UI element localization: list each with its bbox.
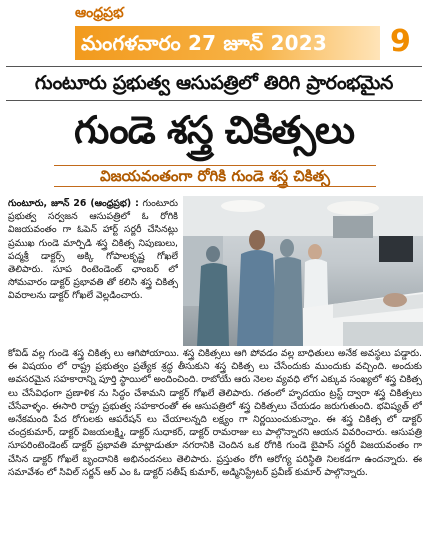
article-dateline: గుంటూరు, జూన్ 26 (ఆంధ్రప్రభ) : bbox=[8, 198, 139, 209]
article-lead-column bbox=[8, 197, 178, 345]
issue-date: మంగళవారం 27 జూన్ 2023 bbox=[81, 31, 328, 55]
article-kicker: గుంటూరు ప్రభుత్వ ఆసుపత్రిలో తిరిగి ప్రారంభమైన bbox=[34, 72, 394, 94]
date-banner bbox=[75, 26, 380, 60]
publication-name: ఆంధ్రప్రభ bbox=[75, 5, 124, 21]
masthead bbox=[0, 0, 428, 62]
article-headline: గుండె శస్త్ర చికిత్సలు bbox=[74, 108, 354, 152]
article-body: కోవిడ్ వల్ల గుండె శస్త్ర చికిత్స లు ఆగిపోయాయి. శస్త్ర చికిత్సలు ఆగి పోవడం వల్ల బాధితులు అనేక అవస్థలు పడ్డారు. ఈ విషయం లో రాష్ట్ర ప్రభుత్వం ప్రత్యేక శ్రద్ధ తీసుకుని శస్త్ర చికిత్స లు చేసేందుకు ముందుకు వచ్చింది. అందుకు అవసరమైన సహకారాన్ని పూర్తి స్థాయిలో అందించింది. రాబోయే ఆరు నెలల వ్యవధి లోగ ఎక్కువ సంఖ్యలో శస్త్ర చికిత్స లు చేసేవిధంగా ప్రణాళిక ను సిద్ధం చేశామని డాక్టర్ గోఖలే తెలిపారు. గతంలో హృదయం ట్రస్ట్ ద్వారా శస్త్ర చికిత్సలు చేసేవాళ్ళం. ఈసారి రాష్ట్ర ప్రభుత్వ సహకారంతో ఈ ఆసుపత్రిలో శస్త్ర చికిత్సలు చేయడం జరుగుతుంది. భవిష్యత్ లో అనేకమంది పేద రోగులకు ఆపరేషన్ లు చేయాలన్నది లక్ష్యం గా నిర్ణయించుకున్నాం. ఈ శస్త్ర చికిత్స లో డాక్టర్ చంద్రకుమార్, డాక్టర్ విజయలక్ష్మి, డాక్టర్ సుధాకర్, డాక్టర్ రామరాజు లు పాల్గొన్నారని ఆయన వివరించారు. ఆసుపత్రి సూపరింటెండెంట్ డాక్టర్ ప్రభావతి మాట్లాడుతూ నగరానికి చెందిన ఒక రోగికి గుండె బైపాస్ సర్జరీ విజయవంతం గా చేసిన డాక్టర్ గోఖలే బృందానికి అభినందనలు తెలిపారు. ప్రస్తుతం రోగి ఆరోగ్య పరిస్థితి నిలకడగా ఉందన్నారు. ఈ సమావేశం లో సివిల్ సర్జన్ ఆర్ ఎం ఓ డాక్టర్ సతీష్ కుమార్, అడ్మినిస్ట్రేటర్ ప్రవీణ్ కుమార్ పాల్గొన్నారు. bbox=[8, 348, 422, 478]
top-rule bbox=[6, 66, 422, 67]
page-number: 9 bbox=[390, 24, 411, 59]
surgery-scene-illustration bbox=[183, 196, 423, 346]
kicker-rule bbox=[6, 100, 422, 101]
operating-room-photo bbox=[183, 196, 423, 346]
article-lead-text: గుంటూరు ప్రభుత్వ సర్వజన ఆసుపత్రిలో ఓ రోగికి విజయవంతం గా ఓపెన్ హార్ట్ సర్జరీ చేసినట్లు ప్రముఖ గుండె మార్పిడి శస్త్ర చికిత్స నిపుణులు, పద్మశ్రీ డాక్టర్స్ అక్కి గోపాలకృష్ణ గోఖలే తెలిపారు. సూప రింటెండెంట్ ఛాంబర్ లో సోమవారం డాక్టర్ ప్రభావతి తో కలిసి శస్త్ర చికిత్స వివరాలను డాక్టర్ గోఖలే వెల్లడించారు. bbox=[8, 198, 178, 302]
article-subhead: విజయవంతంగా రోగికి గుండె శస్త్ర చికిత్స bbox=[54, 165, 376, 187]
